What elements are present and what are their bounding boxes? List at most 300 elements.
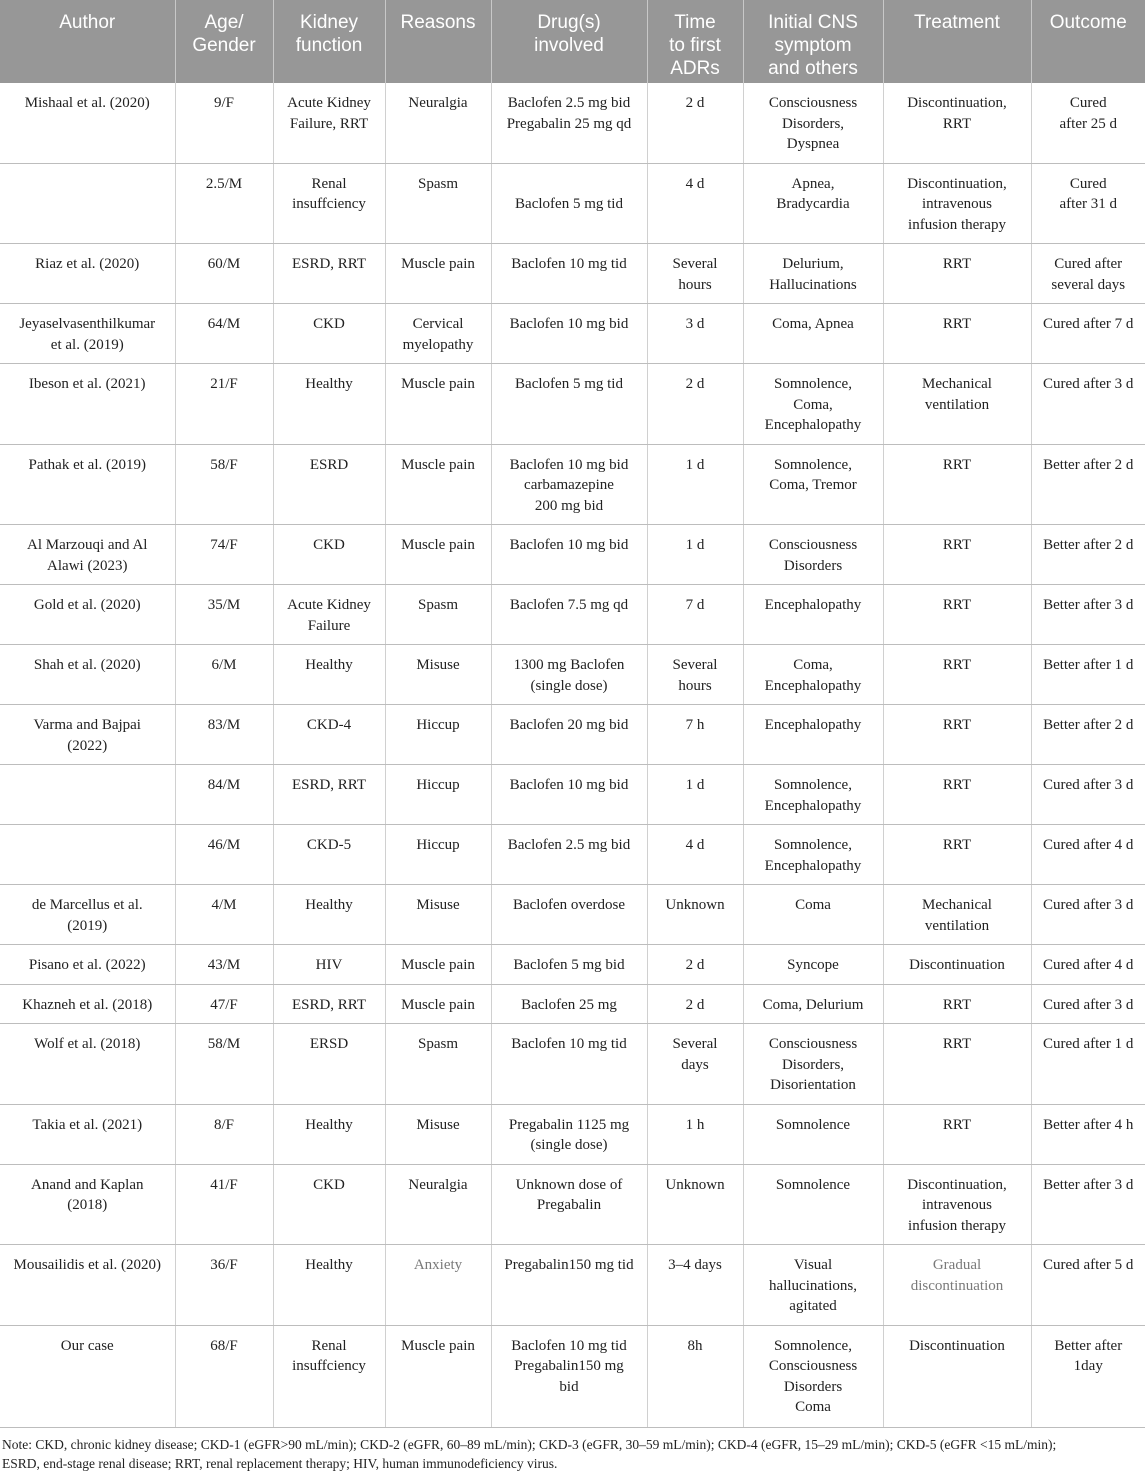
cell-drugs-involved (491, 645, 647, 705)
table-row (0, 1024, 1145, 1105)
cell-text: Takia et al. (2021) (32, 1116, 143, 1133)
cell-text: Acute Kidney (287, 597, 371, 613)
cell-text: after 25 d (1059, 115, 1117, 132)
table-row (0, 444, 1145, 525)
cell-age-gender (175, 1024, 273, 1105)
cell-text: Encephalopathy (764, 797, 862, 814)
cell-text: hallucinations, (769, 1277, 857, 1294)
cell-text: days (681, 1056, 709, 1073)
cell-text: Apnea, (791, 175, 835, 192)
cell-outcome (1031, 163, 1145, 244)
cell-text: 47/F (210, 996, 238, 1013)
cell-text: Healthy (305, 657, 353, 673)
cell-text: Encephalopathy (764, 417, 862, 433)
cell-time-to-first-adrs (647, 945, 743, 985)
cell-text: 8h (687, 1337, 703, 1354)
cell-drugs-involved (491, 525, 647, 585)
cell-initial-cns-symptom (743, 163, 883, 244)
cell-text: Encephalopathy (764, 597, 862, 613)
cell-text: bid (559, 1378, 579, 1395)
cell-text: 200 mg bid (534, 497, 604, 514)
cell-initial-cns-symptom (743, 244, 883, 304)
cell-outcome (1031, 645, 1145, 705)
cell-treatment (883, 825, 1031, 885)
cell-text: infusion therapy (908, 1217, 1006, 1234)
cell-text: (2022) (67, 737, 108, 754)
cell-age-gender (175, 825, 273, 885)
cell-text: Muscle pain (401, 996, 475, 1013)
cell-text: 2.5/M (205, 175, 243, 192)
cell-time-to-first-adrs (647, 885, 743, 945)
cell-kidney-function (273, 364, 385, 445)
header-row (0, 0, 1145, 83)
cell-text: Better after 2 d (1043, 537, 1134, 553)
cell-author (0, 885, 175, 945)
cell-outcome (1031, 945, 1145, 985)
cell-reasons (385, 765, 491, 825)
cell-age-gender (175, 885, 273, 945)
cell-text: Baclofen 5 mg tid (515, 195, 623, 212)
cell-text: Mechanical (922, 376, 992, 392)
footnote-line: Note: CKD, chronic kidney disease; CKD-1 (eGFR>90 mL/min); CKD-2 (eGFR, 60–89 mL/min); CKD-3 (eGFR, 30–59 mL/min); CKD-4 (eGFR, 15–29 mL/min); CKD-5 (eGFR <15 mL/min); (2, 1436, 1057, 1452)
cell-text: Hiccup (416, 837, 460, 853)
cell-text: 36/F (210, 1257, 238, 1273)
cell-text: Pisano et al. (2022) (28, 957, 146, 973)
cell-text: several days (1051, 276, 1126, 293)
cell-text: Gradual (932, 1257, 982, 1273)
header-text: symptom (774, 35, 852, 56)
cell-text: Renal (311, 175, 347, 192)
cell-text: CKD (313, 316, 345, 332)
cell-text: Muscle pain (401, 957, 475, 973)
cell-kidney-function (273, 1164, 385, 1245)
cell-initial-cns-symptom (743, 1245, 883, 1326)
cell-age-gender (175, 83, 273, 163)
table-row (0, 945, 1145, 985)
cell-initial-cns-symptom (743, 645, 883, 705)
cell-text: (2018) (67, 1197, 108, 1213)
cell-drugs-involved (491, 885, 647, 945)
cell-treatment (883, 1245, 1031, 1326)
cell-text: RRT (942, 256, 972, 272)
cell-initial-cns-symptom (743, 945, 883, 985)
cell-text: Varma and Bajpai (33, 717, 141, 733)
cell-kidney-function (273, 825, 385, 885)
cell-text: Better after 1 d (1043, 657, 1134, 673)
cell-text: Jeyaselvasenthilkumar (19, 316, 156, 332)
cell-text: Pregabalin 25 mg qd (506, 115, 632, 132)
cell-text: Somnolence, (774, 1337, 852, 1354)
cell-text: et al. (2019) (50, 336, 124, 353)
cell-age-gender (175, 525, 273, 585)
cell-text: 46/M (207, 837, 241, 853)
cell-time-to-first-adrs (647, 304, 743, 364)
cell-text: 43/M (207, 957, 241, 973)
cell-text: Baclofen 10 mg bid (509, 316, 629, 332)
cell-text: Cured after 3 d (1043, 777, 1134, 793)
header-text: Drug(s) (537, 12, 601, 33)
cell-treatment (883, 585, 1031, 645)
table-row (0, 364, 1145, 445)
cell-text: intravenous (922, 196, 992, 212)
cell-text: Discontinuation, (907, 175, 1007, 192)
cell-initial-cns-symptom (743, 705, 883, 765)
cell-text: ESRD, RRT (291, 996, 367, 1013)
cell-text: 60/M (207, 256, 241, 272)
cell-text: Unknown dose of (515, 1176, 623, 1193)
header-text: Initial CNS (768, 12, 858, 33)
cell-text: (single dose) (530, 677, 608, 694)
cell-reasons (385, 1024, 491, 1105)
cell-time-to-first-adrs (647, 984, 743, 1024)
cell-text: Coma, Apnea (772, 316, 854, 332)
cell-text: Baclofen 25 mg (521, 996, 617, 1013)
column-header-kidney-function (273, 0, 385, 83)
cell-kidney-function (273, 444, 385, 525)
cell-age-gender (175, 705, 273, 765)
cell-time-to-first-adrs (647, 244, 743, 304)
cell-initial-cns-symptom (743, 364, 883, 445)
header-text: Time (674, 12, 716, 33)
column-header-outcome (1031, 0, 1145, 83)
table-row (0, 163, 1145, 244)
cell-text: discontinuation (910, 1277, 1004, 1294)
cell-text: 21/F (210, 376, 238, 392)
header-text: involved (534, 35, 604, 56)
cell-text: Failure (307, 617, 351, 634)
cell-drugs-involved (491, 765, 647, 825)
cell-text: Anand and Kaplan (31, 1176, 144, 1193)
cell-author (0, 1245, 175, 1326)
table-row (0, 1104, 1145, 1164)
cell-text: 1 d (685, 456, 705, 473)
cell-time-to-first-adrs (647, 1164, 743, 1245)
cell-text: Visual (793, 1257, 833, 1273)
column-header-author (0, 0, 175, 83)
cell-treatment (883, 984, 1031, 1024)
cell-drugs-involved (491, 444, 647, 525)
cell-text: Encephalopathy (764, 717, 862, 733)
cell-text: 8/F (213, 1116, 234, 1133)
cell-text: Disorientation (770, 1077, 856, 1093)
cell-text: ventilation (924, 917, 990, 934)
cell-text: ventilation (924, 396, 990, 413)
cell-text: Somnolence, (774, 777, 852, 793)
cell-author (0, 444, 175, 525)
cell-outcome (1031, 525, 1145, 585)
cell-age-gender (175, 1164, 273, 1245)
header-text: Treatment (914, 12, 1000, 33)
cell-treatment (883, 244, 1031, 304)
cell-age-gender (175, 945, 273, 985)
cell-author (0, 765, 175, 825)
header-text: Gender (192, 35, 256, 56)
cell-text: 68/F (210, 1337, 238, 1354)
cell-text: Shah et al. (2020) (33, 657, 141, 673)
cell-kidney-function (273, 585, 385, 645)
cell-drugs-involved (491, 244, 647, 304)
cell-reasons (385, 825, 491, 885)
cell-text: 1 h (685, 1116, 705, 1133)
cell-reasons (385, 885, 491, 945)
cell-text: Alawi (2023) (47, 557, 128, 574)
cell-text: Better after (1054, 1337, 1123, 1354)
cell-text: Cured (1069, 175, 1107, 192)
cell-text: Consciousness (768, 1036, 858, 1052)
cell-text: Baclofen 10 mg tid (511, 1036, 627, 1052)
cell-text: Cured after 5 d (1043, 1257, 1134, 1273)
cell-text: ERSD (309, 1036, 349, 1052)
cell-text: Cured after 4 d (1043, 957, 1134, 973)
cell-author (0, 83, 175, 163)
cell-outcome (1031, 705, 1145, 765)
cell-initial-cns-symptom (743, 444, 883, 525)
cell-drugs-involved (491, 1245, 647, 1326)
cell-text: Baclofen 10 mg bid (509, 456, 629, 473)
cell-drugs-involved (491, 83, 647, 163)
cell-text: CKD-5 (306, 837, 352, 853)
cell-text: 35/M (207, 597, 241, 613)
cell-text: Spasm (417, 1036, 458, 1052)
cell-outcome (1031, 244, 1145, 304)
cell-drugs-involved (491, 945, 647, 985)
table-row (0, 705, 1145, 765)
cell-text: 41/F (210, 1176, 238, 1193)
cell-text: insuffciency (292, 1358, 366, 1374)
cell-text: RRT (942, 657, 972, 673)
cell-reasons (385, 244, 491, 304)
cell-text: Baclofen 5 mg tid (515, 376, 623, 392)
cell-text: Coma, (793, 657, 833, 673)
cell-text: Healthy (305, 1116, 353, 1133)
table-row (0, 525, 1145, 585)
cell-text: Neuralgia (408, 95, 468, 111)
cell-text: Hiccup (416, 777, 460, 793)
cell-author (0, 645, 175, 705)
cell-kidney-function (273, 83, 385, 163)
cell-reasons (385, 364, 491, 445)
cell-text: Baclofen 2.5 mg bid (507, 95, 631, 111)
cell-reasons (385, 1245, 491, 1326)
cell-text: 1 d (685, 777, 705, 793)
cell-treatment (883, 444, 1031, 525)
header-text: to first (669, 35, 721, 56)
cell-text: ESRD (309, 456, 349, 473)
cell-treatment (883, 83, 1031, 163)
cell-text: Gold et al. (2020) (33, 597, 141, 613)
header-text: and others (768, 58, 858, 79)
cell-text: 64/M (207, 316, 241, 332)
cell-text: Riaz et al. (2020) (35, 256, 140, 272)
header-text: function (295, 35, 363, 56)
cell-treatment (883, 364, 1031, 445)
cell-text: RRT (942, 316, 972, 332)
cell-text: Ibeson et al. (2021) (28, 376, 146, 392)
cell-text: 2 d (685, 376, 705, 392)
cell-text: Coma, Tremor (769, 477, 857, 493)
cell-outcome (1031, 885, 1145, 945)
cell-text: Mousailidis et al. (2020) (13, 1257, 161, 1273)
cell-outcome (1031, 1164, 1145, 1245)
cell-kidney-function (273, 1104, 385, 1164)
cell-text: RRT (942, 1036, 972, 1052)
column-header-age-gender (175, 0, 273, 83)
cell-text: Pregabalin150 mg tid (504, 1257, 634, 1273)
cell-text: Encephalopathy (764, 677, 862, 694)
cell-author (0, 1024, 175, 1105)
cell-drugs-involved (491, 1104, 647, 1164)
cell-age-gender (175, 304, 273, 364)
cell-outcome (1031, 1325, 1145, 1427)
cell-text: Better after 3 d (1043, 1176, 1134, 1193)
cell-treatment (883, 1104, 1031, 1164)
table-row (0, 885, 1145, 945)
table-footnote (0, 1428, 1145, 1473)
cell-text: CKD (313, 1176, 345, 1193)
cell-treatment (883, 645, 1031, 705)
cell-text: 58/F (210, 456, 238, 473)
cell-text: Misuse (416, 657, 460, 673)
cell-reasons (385, 525, 491, 585)
cell-text: intravenous (922, 1197, 992, 1213)
cell-text: Baclofen 5 mg bid (513, 957, 625, 973)
cell-text: Muscle pain (401, 376, 475, 392)
cell-age-gender (175, 984, 273, 1024)
cell-text: CKD-4 (306, 717, 352, 733)
cell-author (0, 244, 175, 304)
column-header-treatment (883, 0, 1031, 83)
cell-text: RRT (942, 115, 972, 132)
cell-text: RRT (942, 837, 972, 853)
cell-text: Several (672, 256, 718, 272)
cell-text: Baclofen overdose (512, 897, 626, 913)
cell-outcome (1031, 585, 1145, 645)
cell-text: Unknown (665, 1176, 725, 1193)
cell-author (0, 1164, 175, 1245)
cell-text: Coma (795, 897, 831, 913)
cell-text: Anxiety (413, 1257, 463, 1273)
cell-text: Baclofen 20 mg bid (509, 717, 629, 733)
cell-time-to-first-adrs (647, 163, 743, 244)
cell-time-to-first-adrs (647, 1245, 743, 1326)
table-row (0, 83, 1145, 163)
table-row (0, 825, 1145, 885)
cell-text: 2 d (685, 95, 705, 111)
cell-kidney-function (273, 765, 385, 825)
cell-text: de Marcellus et al. (31, 897, 143, 913)
cell-drugs-involved (491, 1024, 647, 1105)
cell-drugs-involved (491, 1325, 647, 1427)
table-row (0, 304, 1145, 364)
cell-text: 4 d (685, 837, 705, 853)
cell-treatment (883, 304, 1031, 364)
cell-text: 84/M (207, 777, 241, 793)
table-body (0, 83, 1145, 1427)
cell-text: 2 d (685, 996, 705, 1013)
cell-kidney-function (273, 304, 385, 364)
cell-reasons (385, 1325, 491, 1427)
cell-initial-cns-symptom (743, 825, 883, 885)
cell-text: Discontinuation (909, 957, 1005, 973)
cell-text: myelopathy (402, 336, 474, 353)
cell-text: ESRD, RRT (291, 256, 367, 272)
cell-time-to-first-adrs (647, 1024, 743, 1105)
cell-text: Hallucinations (769, 276, 857, 293)
header-text: ADRs (670, 58, 720, 79)
cell-text: Cervical (412, 316, 464, 332)
cell-time-to-first-adrs (647, 444, 743, 525)
cell-text: Hiccup (416, 717, 460, 733)
cell-reasons (385, 585, 491, 645)
cell-kidney-function (273, 945, 385, 985)
cell-text: Pregabalin (536, 1197, 602, 1213)
cell-text: Consciousness (768, 1358, 858, 1374)
cell-outcome (1031, 1024, 1145, 1105)
cell-outcome (1031, 364, 1145, 445)
cell-time-to-first-adrs (647, 364, 743, 445)
cell-text: Disorders (783, 1378, 843, 1395)
cell-text: RRT (942, 996, 972, 1013)
cell-text: Spasm (417, 597, 458, 613)
cell-text: Baclofen 10 mg bid (509, 537, 629, 553)
cell-text: Muscle pain (401, 256, 475, 272)
cell-text: Baclofen 10 mg tid (511, 1337, 627, 1354)
cell-reasons (385, 83, 491, 163)
cell-text: Several (672, 1036, 718, 1052)
cell-text: Wolf et al. (2018) (34, 1036, 141, 1052)
cell-author (0, 705, 175, 765)
cell-drugs-involved (491, 163, 647, 244)
cell-author (0, 945, 175, 985)
cell-text: RRT (942, 1116, 972, 1133)
cell-author (0, 304, 175, 364)
cell-time-to-first-adrs (647, 705, 743, 765)
table-row (0, 244, 1145, 304)
cell-text: Disorders, (781, 115, 845, 132)
cell-treatment (883, 525, 1031, 585)
cell-outcome (1031, 83, 1145, 163)
header-text: Kidney (299, 12, 359, 33)
cell-treatment (883, 1325, 1031, 1427)
cell-text: infusion therapy (908, 216, 1006, 233)
cell-initial-cns-symptom (743, 304, 883, 364)
cell-reasons (385, 705, 491, 765)
cell-initial-cns-symptom (743, 525, 883, 585)
cell-text: CKD (313, 537, 345, 553)
cell-time-to-first-adrs (647, 765, 743, 825)
cell-age-gender (175, 163, 273, 244)
cell-text: Coma (795, 1399, 831, 1415)
cell-text: (2019) (67, 917, 108, 934)
cell-text: carbamazepine (524, 477, 614, 493)
cell-text: Somnolence, (774, 837, 852, 853)
cell-drugs-involved (491, 984, 647, 1024)
cell-text: Cured after 7 d (1043, 316, 1134, 332)
cell-text: Pregabalin150 mg (514, 1358, 624, 1374)
column-header-time-to-first-adrs (647, 0, 743, 83)
cell-text: RRT (942, 777, 972, 793)
cell-text: Discontinuation, (907, 1176, 1007, 1193)
cell-author (0, 825, 175, 885)
cell-text: Baclofen 10 mg bid (509, 777, 629, 793)
cell-kidney-function (273, 705, 385, 765)
cell-reasons (385, 645, 491, 705)
footnote-line: ESRD, end-stage renal disease; RRT, renal replacement therapy; HIV, human immunodeficiency virus. (2, 1455, 558, 1471)
cell-text: HIV (315, 957, 343, 973)
cell-text: Neuralgia (408, 1176, 468, 1193)
column-header-reasons (385, 0, 491, 83)
cell-kidney-function (273, 885, 385, 945)
